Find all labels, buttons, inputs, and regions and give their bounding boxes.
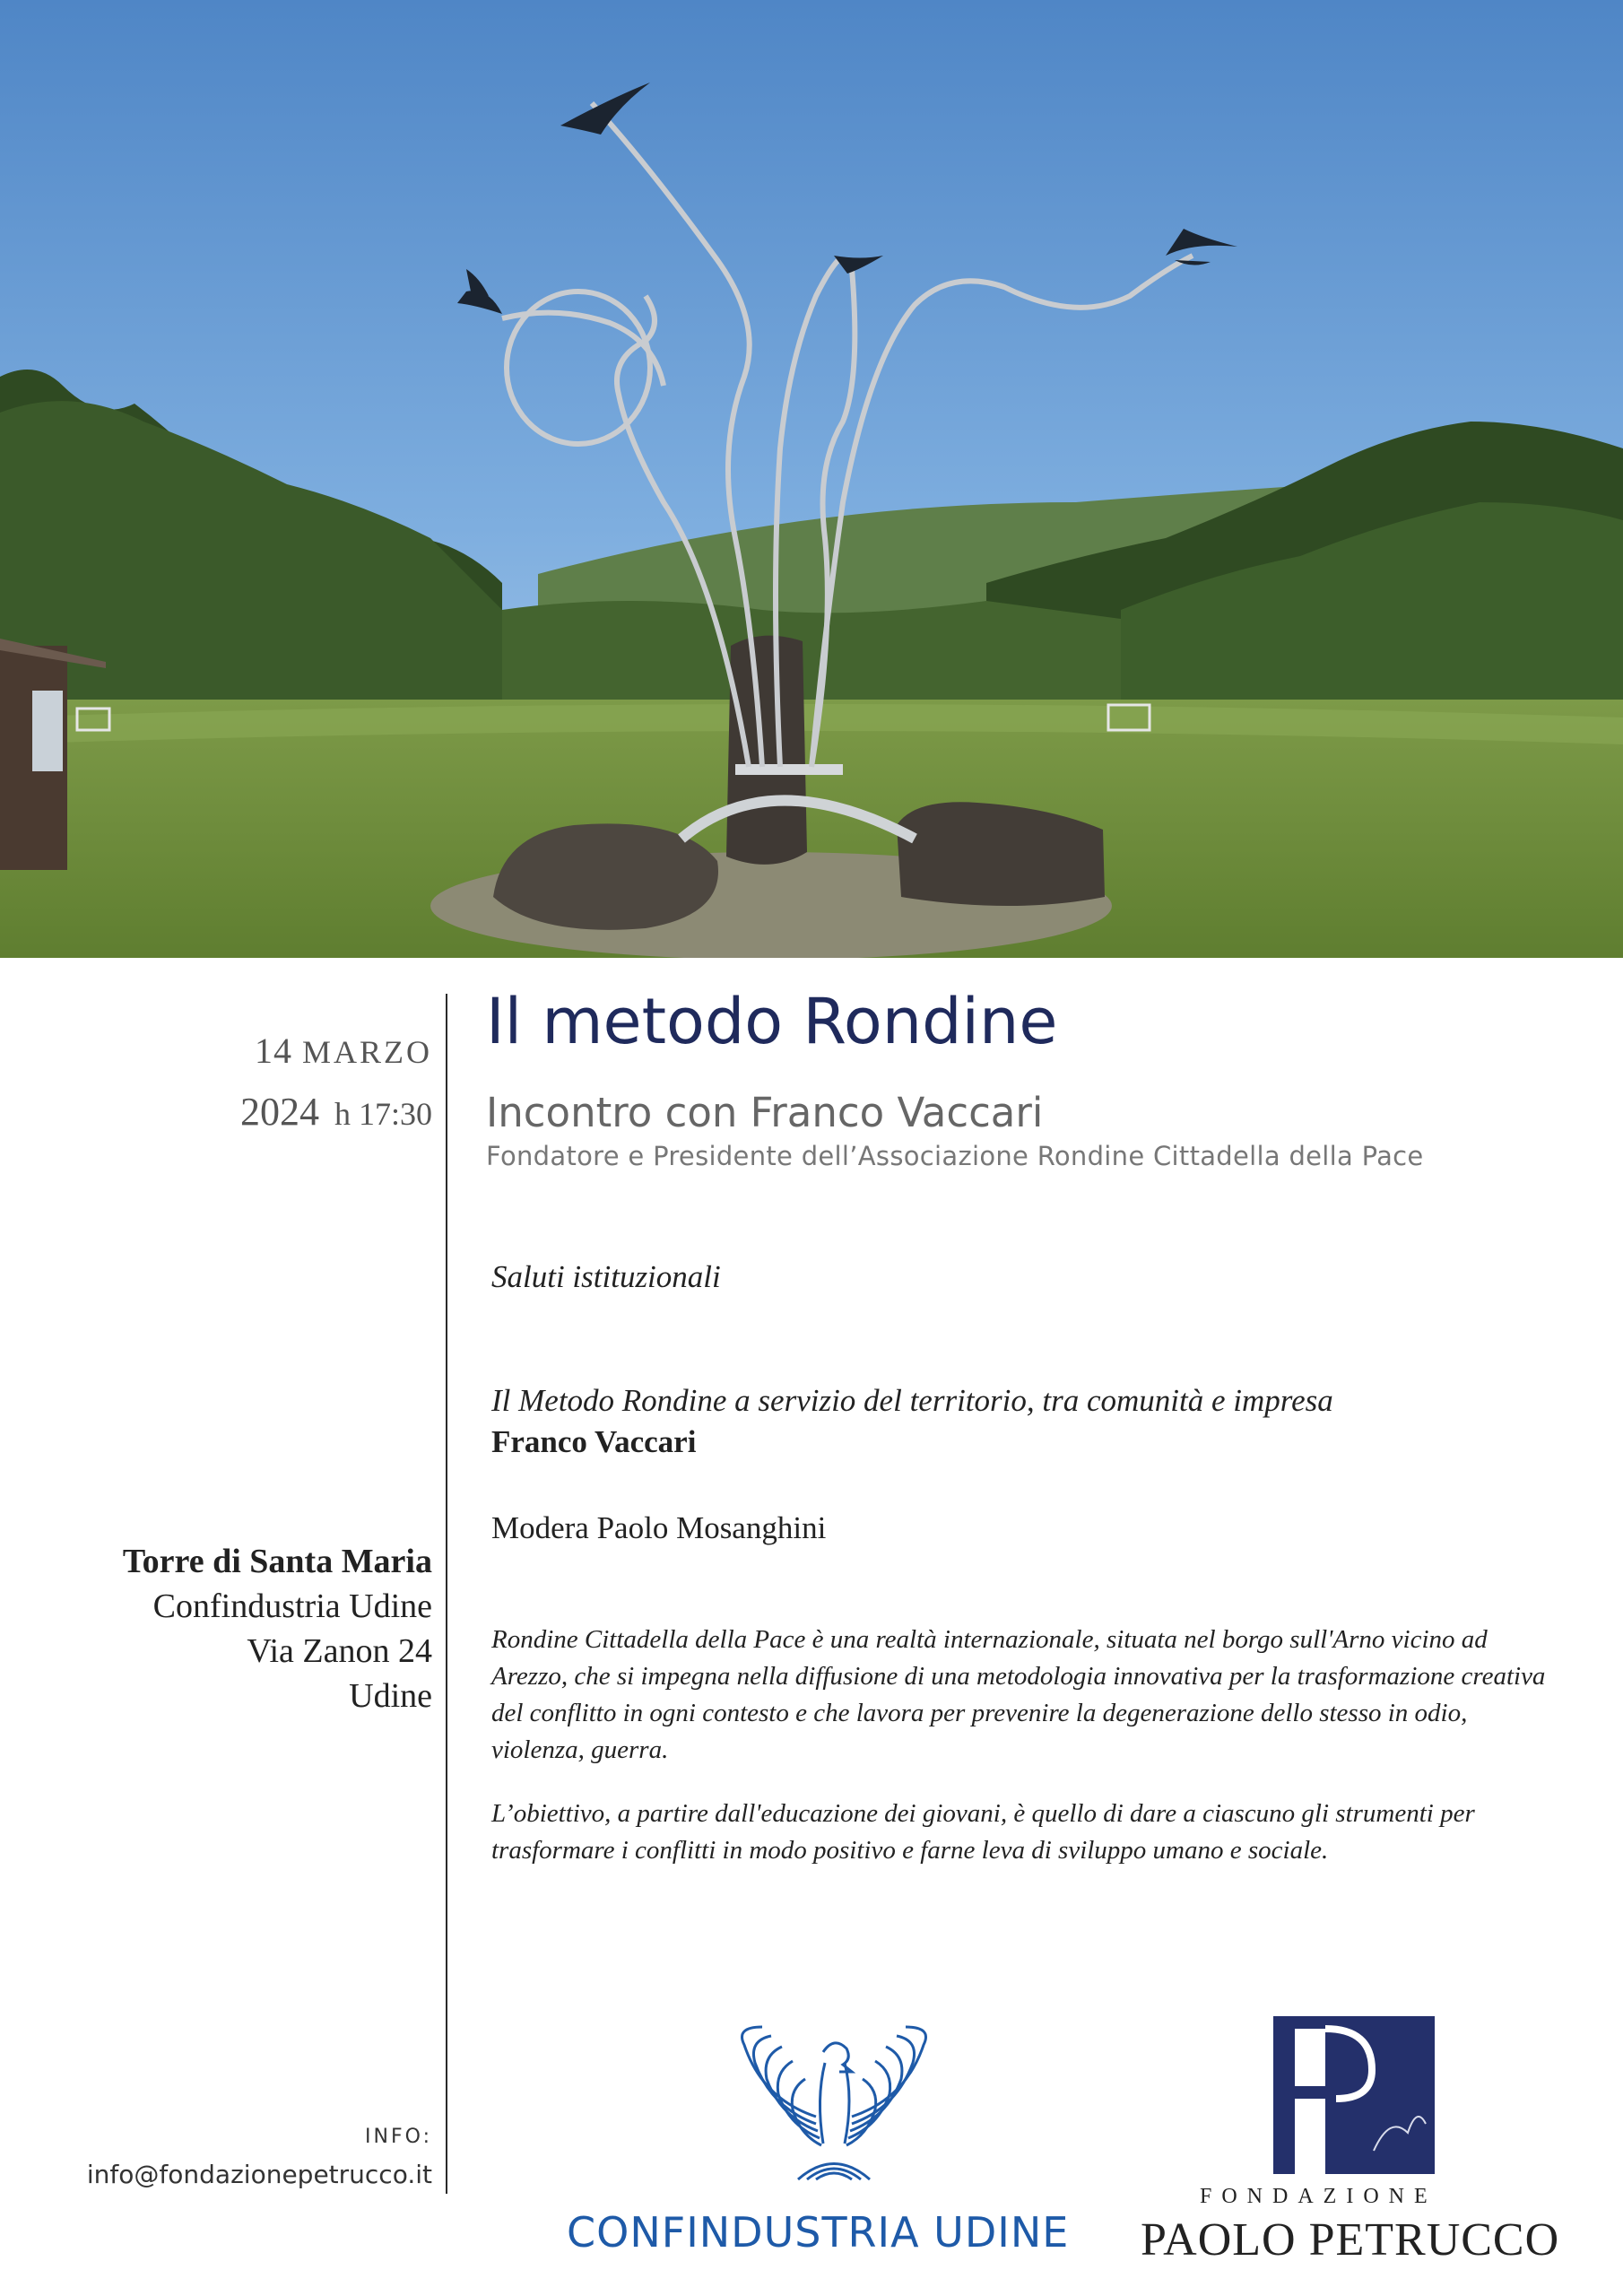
- fondazione-logo-label: FONDAZIONE: [1200, 2185, 1437, 2208]
- description-paragraph-2: L’obiettivo, a partire dall'educazione dei giovani, è quello di dare a ciascuno gli strumenti per trasformare i conflitti in modo positivo e farne leva di sviluppo umano e sociale.: [491, 1799, 1475, 1865]
- column-divider: [446, 994, 447, 2194]
- venue-city: Udine: [349, 1677, 432, 1715]
- event-title: Il metodo Rondine: [486, 985, 1058, 1058]
- sculpture-photo: [0, 0, 1623, 958]
- venue-street: Via Zanon 24: [247, 1632, 432, 1670]
- moderator-line: Modera Paolo Mosanghini: [491, 1510, 827, 1545]
- confindustria-logo-text: CONFINDUSTRIA UDINE: [567, 2208, 1070, 2257]
- pp-monogram-icon: [1273, 2016, 1435, 2174]
- talk-speaker: Franco Vaccari: [491, 1424, 697, 1459]
- venue-block: [123, 1539, 432, 1718]
- month-label: MARZO: [301, 1034, 432, 1070]
- venue-org: Confindustria Udine: [152, 1587, 432, 1625]
- eagle-icon: [681, 2009, 986, 2188]
- year-label: 2024: [239, 1090, 319, 1134]
- description-paragraph-1: Rondine Cittadella della Pace è una realtà internazionale, situata nel borgo sull'Arno vicino ad Arezzo, che si impegna nella diffusione di una metodologia innovativa per la trasformazione creativa del conflitto in ogni contesto e che lavora per prevenire la degenerazione dello stesso in odio, violenza, guerra.: [491, 1625, 1546, 1764]
- event-date-year: [240, 1089, 432, 1135]
- talk-title: Il Metodo Rondine a servizio del territorio, tra comunità e impresa: [491, 1383, 1333, 1418]
- info-email-link[interactable]: info@fondazionepetrucco.it: [86, 2160, 432, 2189]
- speaker-role: Fondatore e Presidente dell’Associazione Rondine Cittadella della Pace: [486, 1141, 1424, 1171]
- time-label: h 17:30: [334, 1096, 432, 1132]
- venue-name: Torre di Santa Maria: [122, 1543, 432, 1580]
- info-label: INFO:: [365, 2126, 432, 2148]
- event-subtitle: Incontro con Franco Vaccari: [486, 1089, 1044, 1136]
- event-date-day: [255, 1030, 432, 1072]
- greetings-item: Saluti istituzionali: [491, 1259, 721, 1294]
- day-number: 14: [254, 1031, 292, 1071]
- fondazione-logo-name: PAOLO PETRUCCO: [1141, 2214, 1560, 2266]
